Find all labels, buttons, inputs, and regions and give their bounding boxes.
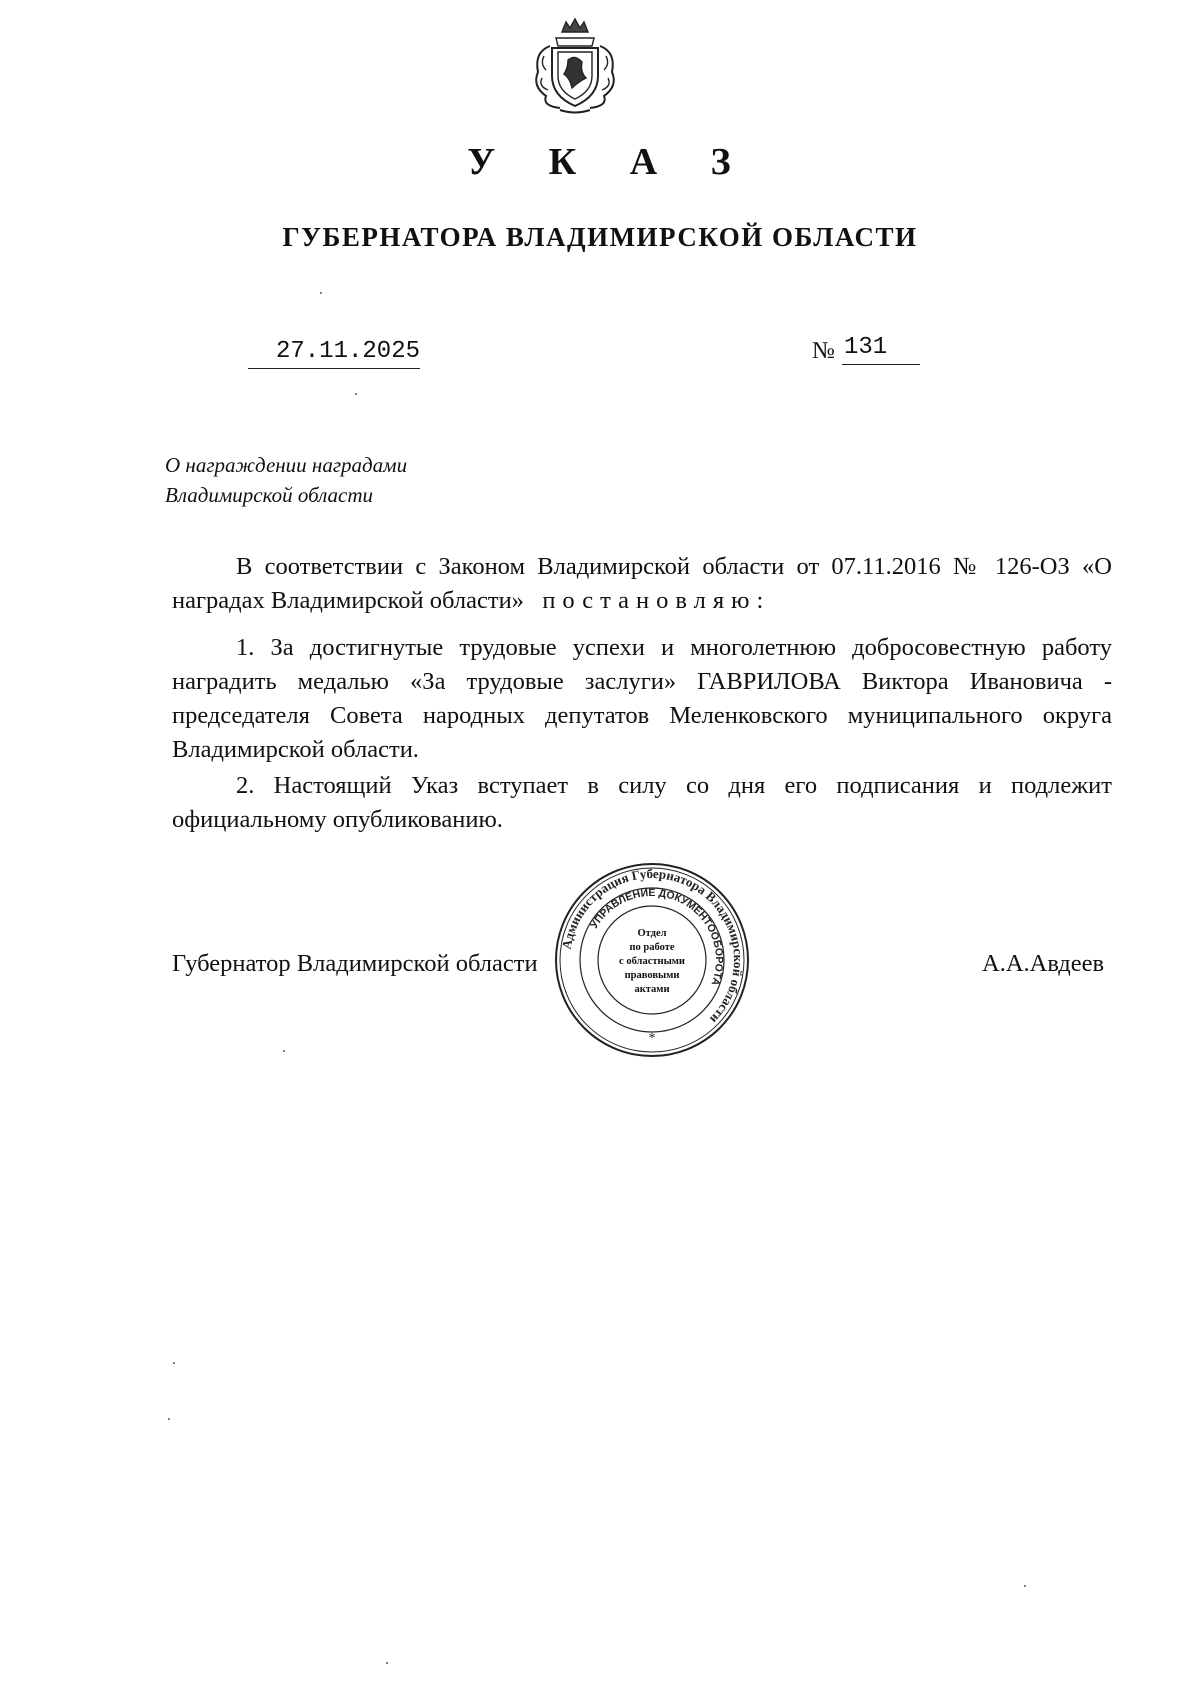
item-1-paragraph xyxy=(172,631,1112,767)
signer-position: Губернатор Владимирской области xyxy=(172,950,538,977)
scan-speck xyxy=(355,393,357,395)
decree-title: У К А З xyxy=(467,141,753,183)
item-2-paragraph xyxy=(172,769,1112,837)
item-1-text: 1. За достигнутые трудовые успехи и многолетнюю добросовестную работу наградить медалью «За трудовые заслуги» ГАВРИЛОВА Виктора Ивановича - председателя Совета народных депутатов Меленковского муниципального округа Владимирской области. xyxy=(172,634,1112,763)
subject-line-2: Владимирской области xyxy=(165,483,374,507)
stamp-center-line-2: по работе xyxy=(629,942,675,953)
subject-line-1: О награждении наградами xyxy=(165,453,408,477)
stamp-center-line-4: правовыми xyxy=(624,970,680,981)
intro-text: В соответствии с Законом Владимирской области от 07.11.2016 № 126-ОЗ «О наградах Владимирской области» xyxy=(172,553,1112,614)
scan-speck xyxy=(283,1050,285,1052)
decree-date: 27.11.2025 xyxy=(248,338,420,369)
decree-number: 131 xyxy=(842,334,920,365)
number-label: № xyxy=(812,338,835,364)
scan-speck xyxy=(168,1418,170,1420)
coat-of-arms-emblem xyxy=(520,16,630,116)
signer-name: А.А.Авдеев xyxy=(982,950,1105,977)
official-stamp xyxy=(552,860,752,1060)
stamp-center-line-5: актами xyxy=(634,984,670,995)
scan-speck xyxy=(173,1362,175,1364)
scan-speck xyxy=(386,1662,388,1664)
scan-speck xyxy=(320,292,322,294)
stamp-outer-text: Администрация Губернатора Владимирской области xyxy=(558,865,747,1027)
stamp-star: * xyxy=(648,1031,656,1046)
decree-subtitle: ГУБЕРНАТОРА ВЛАДИМИРСКОЙ ОБЛАСТИ xyxy=(282,222,918,252)
stamp-center-line-3: с областными xyxy=(619,956,685,967)
intro-paragraph xyxy=(172,550,1112,618)
stamp-center-line-1: Отдел xyxy=(637,928,667,939)
scan-speck xyxy=(1024,1585,1026,1587)
stamp-middle-text: УПРАВЛЕНИЕ ДОКУМЕНТООБОРОТА xyxy=(588,886,726,988)
resolve-word: постановляю: xyxy=(542,587,771,614)
decree-subject xyxy=(165,450,585,510)
item-2-text: 2. Настоящий Указ вступает в силу со дня его подписания и подлежит официальному опубликованию. xyxy=(172,772,1112,833)
